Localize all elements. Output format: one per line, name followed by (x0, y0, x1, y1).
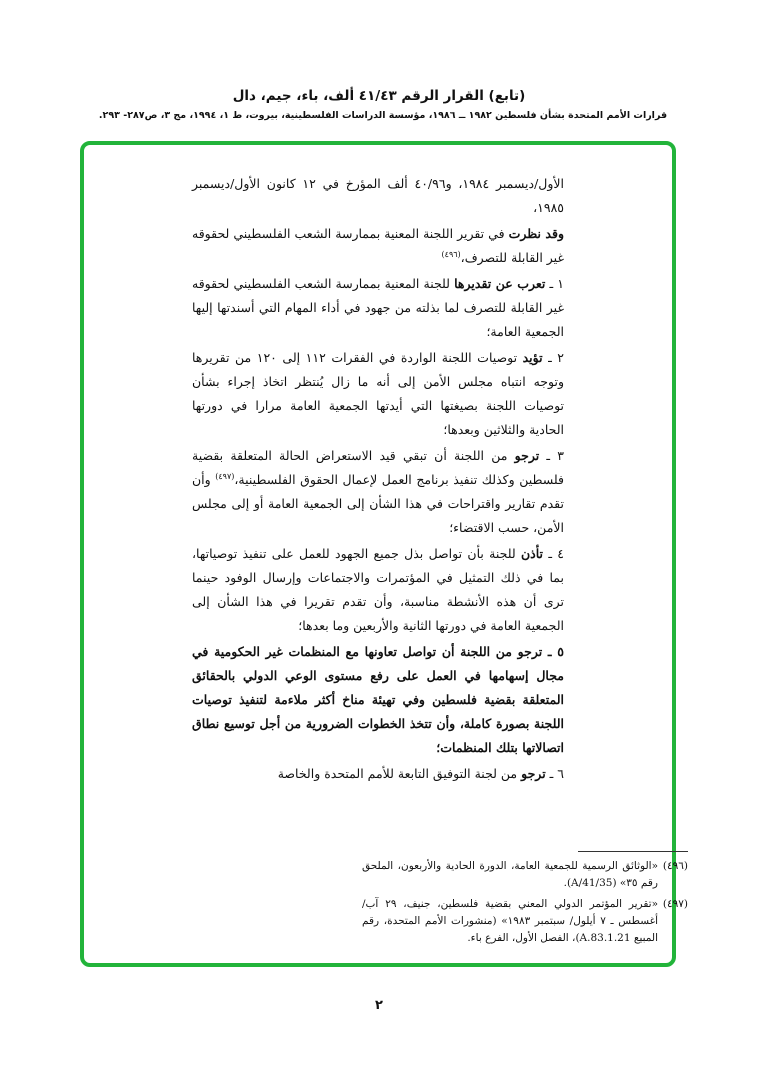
footnote-number: (٤٩٦) (662, 860, 688, 872)
resolution-body (192, 172, 564, 788)
footnote-item (362, 858, 688, 892)
source-citation: قرارات الأمم المتحدة بشأن فلسطين ١٩٨٢ ــ ١٩٨٦، مؤسسة الدراسات الفلسطينية، بيروت، ط ١، ١٩٩٤، مج ٣، ص٢٨٧- ٢٩٣. (98, 110, 668, 121)
footnote-ref-496[interactable]: (٤٩٦) (441, 249, 461, 259)
operative-paragraph-5: ٥ ـ ترجو من اللجنة أن تواصل تعاونها مع المنظمات غير الحكومية في مجال إسهامها في العمل على رفع مستوى الوعي الدولي بالحقائق المتعلقة بقضية فلسطين وفي تهيئة مناخ أكثر ملاءمة لتنفيذ توصيات اللجنة بصورة كاملة، وأن تتخذ الخطوات الضرورية من أجل توسيع نطاق اتصالاتها بتلك المنظمات؛ (192, 644, 564, 755)
footnote-ref-497[interactable]: (٤٩٧) (215, 471, 235, 481)
operative-paragraph-1: ١ ـ تعرب عن تقديرها للجنة المعنية بممارسة الشعب الفلسطيني لحقوقه غير القابلة للتصرف لما بذلته من جهود في أداء المهام التي أسندتها إليها الجمعية العامة؛ (192, 276, 565, 339)
footnote-text: «الوثائق الرسمية للجمعية العامة، الدورة الحادية والأربعون، الملحق رقم ٣٥» (A/41/35). (362, 860, 658, 889)
page-header-title: (تابع) القرار الرقم ٤١/٤٣ ألف، باء، جيم، دال (232, 88, 526, 104)
footnote-separator (578, 851, 688, 852)
operative-paragraph-2: ٢ ـ تؤيد توصيات اللجنة الواردة في الفقرات ١١٢ إلى ١٢٠ من تقريرها وتوجه انتباه مجلس الأمن إلى أنه ما زال يُنتظر اتخاذ إجراء بشأن توصيات اللجنة بصيغتها التي أيدتها الجمعية العامة مرارا في دورتها الحادية والثلاثين وبعدها؛ (192, 350, 565, 437)
operative-paragraph-3: ٣ ـ ترجو من اللجنة أن تبقي قيد الاستعراض الحالة المتعلقة بقضية فلسطين وكذلك تنفيذ برنامج العمل لإعمال الحقوق الفلسطينية،$^{(٤٩٧)}$ وأن تقدم تقارير واقتراحات في هذا الشأن إلى الجمعية العامة أو إلى مجلس الأمن، حسب الاقتضاء؛ (192, 448, 565, 535)
page-number: ٢ (375, 998, 383, 1013)
footnotes (362, 858, 688, 951)
preamble-paragraph: وقد نظرت في تقرير اللجنة المعنية بممارسة الشعب الفلسطيني لحقوقه غير القابلة للتصرف،$^{(٤٩٦)}$ (192, 226, 565, 265)
footnote-item (362, 896, 688, 947)
footnote-number: (٤٩٧) (662, 898, 688, 910)
operative-paragraph-6: ٦ ـ ترجو من لجنة التوفيق التابعة للأمم المتحدة والخاصة (277, 766, 564, 781)
operative-paragraph-4: ٤ ـ تأذن للجنة بأن تواصل بذل جميع الجهود للعمل على تنفيذ توصياتها، بما في ذلك التمثيل في المؤتمرات والاجتماعات وإرسال الوفود حينما ترى أن هذه الأنشطة مناسبة، وأن تقدم تقريرا في هذا الشأن إلى الجمعية العامة في دورتها الثانية والأربعين وما بعدها؛ (192, 546, 565, 633)
footnote-text: «تقرير المؤتمر الدولي المعني بقضية فلسطين، جنيف، ٢٩ آب/ أغسطس ـ ٧ أيلول/ سبتمبر ١٩٨٣» (منشورات الأمم المتحدة، رقم المبيع A.83.1.21)، الفصل الأول، الفرع باء. (362, 898, 659, 944)
preamble-continuation: الأول/ديسمبر ١٩٨٤، و٤٠/٩٦ ألف المؤرخ في ١٢ كانون الأول/ديسمبر ١٩٨٥، (192, 176, 564, 215)
